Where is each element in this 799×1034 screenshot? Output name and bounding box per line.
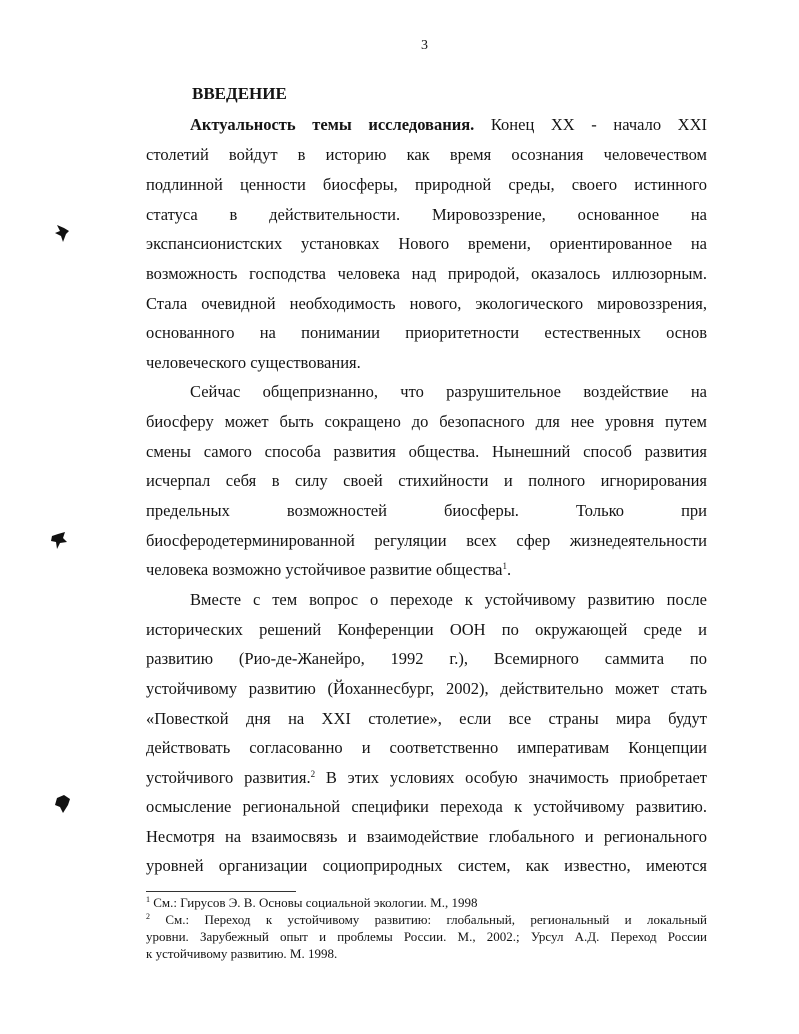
paragraph-1-line-9: человеческого существования. <box>146 353 361 372</box>
page-number: 3 <box>421 38 428 53</box>
paragraph-3-line-3: развитию (Рио-де-Жанейро, 1992 г.), Всемирного саммита по <box>146 649 707 668</box>
footnote-ref-2[interactable]: 2 <box>310 769 316 779</box>
paragraph-3-line-9: Несмотря на взаимосвязь и взаимодействие глобального и регионального <box>146 827 707 846</box>
paragraph-3-line-8: осмысление региональной специфики перехода к устойчивому развитию. <box>146 797 707 816</box>
paragraph-3-line-6: действовать согласованно и соответственно императивам Концепции <box>146 738 707 757</box>
footnote-ref-1[interactable]: 1 <box>502 561 508 571</box>
paragraph-2-line-7: человека возможно устойчивое развитие общества$^1$. <box>146 560 512 579</box>
paragraph-1-line-8: основанного на понимании приоритетности естественных основ <box>146 323 707 342</box>
paragraph-2-line-3: смены самого способа развития общества. Нынешний способ развития <box>146 442 707 461</box>
paragraph-2-line-5: предельных возможностей биосферы. Только при <box>146 501 707 520</box>
paragraph-2-line-4: исчерпал себя в силу своей стихийности и полного игнорирования <box>146 471 707 490</box>
page-title: ВВЕДЕНИЕ <box>192 84 287 103</box>
paragraph-3-line-7: устойчивого развития.$^2$ В этих условиях особую значимость приобретает <box>146 768 707 787</box>
footnote-1: $^1$ См.: Гирусов Э. В. Основы социальной экологии. М., 1998 <box>146 895 478 910</box>
paragraph-1-line-4: статуса в действительности. Мировоззрение, основанное на <box>146 205 707 224</box>
paragraph-1-line-2: столетий войдут в историю как время осознания человечеством <box>146 145 707 164</box>
paragraph-3-line-4: устойчивому развитию (Йоханнесбург, 2002), действительно может стать <box>146 679 707 698</box>
paragraph-2-line-6: биосферодетерминированной регуляции всех сфер жизнедеятельности <box>146 531 707 550</box>
ink-blot-mark-2 <box>48 530 70 552</box>
paragraph-3-line-2: исторических решений Конференции ООН по окружающей среде и <box>146 620 707 639</box>
section-lead: Актуальность темы исследования. <box>190 115 475 134</box>
paragraph-1-line-3: подлинной ценности биосферы, природной среды, своего истинного <box>146 175 707 194</box>
footnote-2-line-3: к устойчивому развитию. М. 1998. <box>146 946 338 961</box>
footnote-divider <box>146 891 296 892</box>
footnote-2-line-2: уровни. Зарубежный опыт и проблемы России. М., 2002.; Урсул А.Д. Переход России <box>146 929 707 944</box>
paragraph-3-line-10: уровней организации социоприродных систем, как известно, имеются <box>146 856 707 875</box>
paragraph-1-line-1: Актуальность темы исследования. Конец XX - начало XXI <box>190 115 708 134</box>
paragraph-2-line-1: Сейчас общепризнанно, что разрушительное воздействие на <box>190 382 707 401</box>
paragraph-3-line-5: «Повесткой дня на XXI столетие», если все страны мира будут <box>146 709 707 728</box>
ink-blot-mark-3 <box>52 793 74 815</box>
ink-blot-mark-1 <box>51 222 73 244</box>
paragraph-1-line-7: Стала очевидной необходимость нового, экологического мировоззрения, <box>146 294 707 313</box>
footnote-2-line-1: $^2$ См.: Переход к устойчивому развитию: глобальный, региональный и локальный <box>146 912 708 927</box>
paragraph-1-line-5: экспансионистских установках Нового времени, ориентированное на <box>146 234 707 253</box>
paragraph-1-line-6: возможность господства человека над природой, оказалось иллюзорным. <box>146 264 707 283</box>
paragraph-3-line-1: Вместе с тем вопрос о переходе к устойчивому развитию после <box>190 590 707 609</box>
paragraph-2-line-2: биосферу может быть сокращено до безопасного для нее уровня путем <box>146 412 707 431</box>
